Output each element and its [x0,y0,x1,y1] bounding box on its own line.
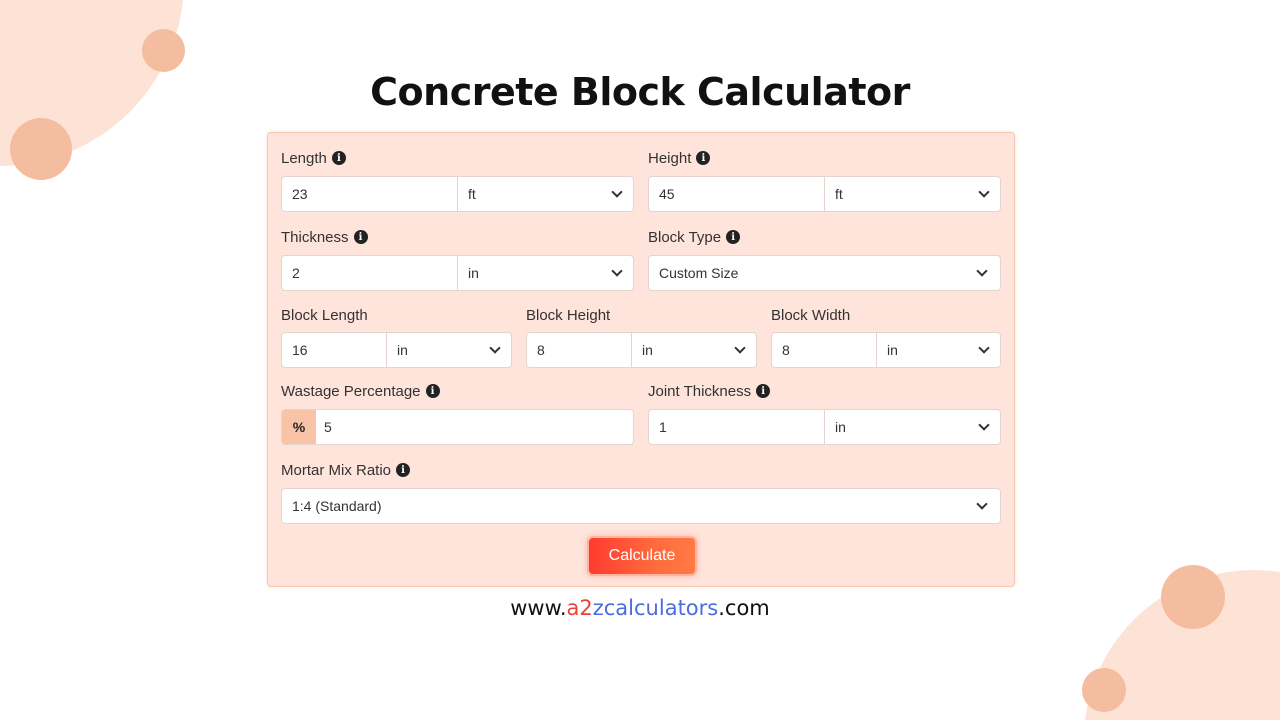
block-width-unit-select[interactable]: in [877,333,1000,367]
info-icon[interactable]: i [332,151,346,165]
info-icon[interactable]: i [756,384,770,398]
block-width-label: Block Width [771,306,851,324]
block-length-input[interactable]: 16 [282,333,387,367]
block-length-unit-select[interactable]: in [387,333,511,367]
thickness-group [281,255,634,291]
chevron-down-icon [611,265,622,276]
length-group [281,176,634,212]
info-icon[interactable]: i [726,230,740,244]
length-unit-select[interactable]: ft [458,177,633,211]
joint-thickness-unit-select[interactable]: in [825,410,1000,444]
info-icon[interactable]: i [354,230,368,244]
chevron-down-icon [978,419,989,430]
height-unit-select[interactable]: ft [825,177,1000,211]
block-width-input[interactable]: 8 [772,333,877,367]
info-icon[interactable]: i [396,463,410,477]
chevron-down-icon [978,342,989,353]
chevron-down-icon [489,342,500,353]
decorative-dot [1082,668,1126,712]
chevron-down-icon [611,186,622,197]
thickness-unit-select[interactable]: in [458,256,633,290]
thickness-label: Thickness i [281,227,368,247]
height-label: Height i [648,148,710,168]
height-group [648,176,1001,212]
joint-thickness-group [648,409,1001,445]
site-url[interactable]: www.a2zcalculators.com [510,596,770,620]
decorative-dot [10,118,72,180]
mortar-mix-label: Mortar Mix Ratio i [281,460,410,480]
block-length-label: Block Length [281,306,368,324]
chevron-down-icon [978,186,989,197]
block-height-label: Block Height [526,306,611,324]
calculator-form [267,132,1015,587]
info-icon[interactable]: i [426,384,440,398]
thickness-input[interactable]: 2 [282,256,458,290]
chevron-down-icon [976,265,987,276]
wastage-group [281,409,634,445]
block-width-group [771,332,1001,368]
chevron-down-icon [734,342,745,353]
calculate-button[interactable]: Calculate [587,536,697,576]
block-height-input[interactable]: 8 [527,333,632,367]
length-input[interactable]: 23 [282,177,458,211]
wastage-label: Wastage Percentage i [281,381,440,401]
block-type-select[interactable]: Custom Size [648,255,1001,291]
mortar-mix-select[interactable]: 1:4 (Standard) [281,488,1001,524]
chevron-down-icon [976,498,987,509]
joint-thickness-label: Joint Thickness i [648,381,770,401]
page-title: Concrete Block Calculator [370,70,910,114]
block-height-unit-select[interactable]: in [632,333,756,367]
length-label: Length i [281,148,346,168]
block-height-group [526,332,757,368]
block-length-group [281,332,512,368]
decorative-dot [142,29,185,72]
block-type-label: Block Type i [648,227,740,247]
wastage-input[interactable]: 5 [324,419,332,435]
percent-icon: % [282,410,316,444]
info-icon[interactable]: i [696,151,710,165]
joint-thickness-input[interactable]: 1 [649,410,825,444]
height-input[interactable]: 45 [649,177,825,211]
